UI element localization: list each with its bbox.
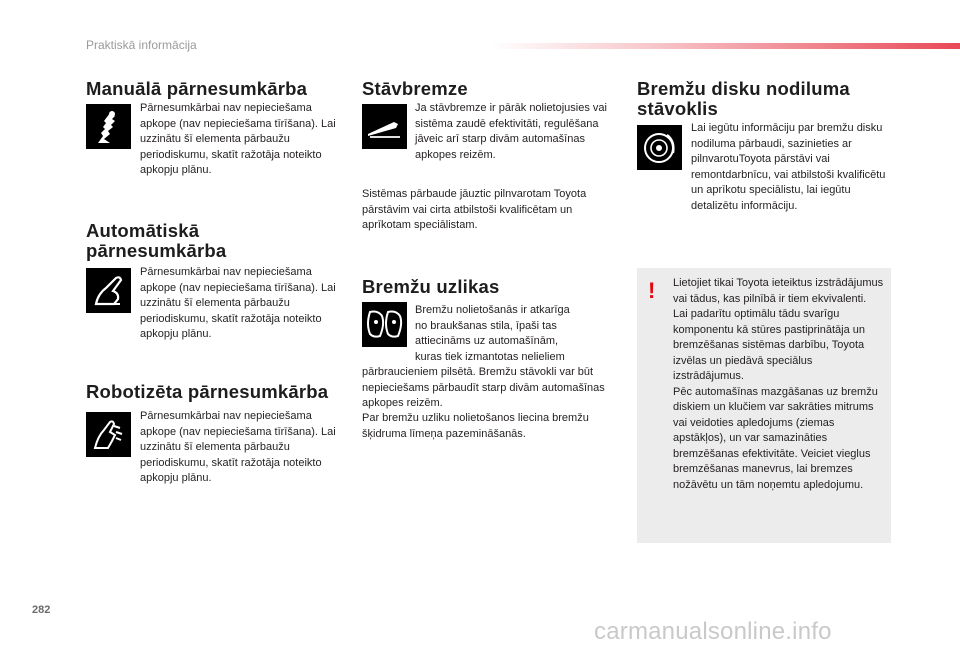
brake-pads-text-indented — [415, 303, 615, 365]
brake-pads-line: Bremžu nolietošanās ir atkarīga — [415, 304, 570, 316]
watermark: carmanualsonline.info — [594, 618, 832, 645]
automatic-gearbox-title-line2: pārnesumkārba — [86, 240, 227, 261]
brake-pads-line: attiecināms uz automašīnām, — [415, 335, 559, 347]
brake-disc-wear-text: Lai iegūtu informāciju par bremžu disku nodiluma pārbaudi, sazinieties ar pilnvarotuToyota pārstāvi vai remontdarbnīcu, vai atbilstoši kvalificētu un aprīkotu speciālistu, lai iegūtu detalizētu informāciju. — [691, 122, 886, 212]
parking-brake-title: Stāvbremze — [362, 78, 468, 99]
warning-note-para: Pēc automašīnas mazgāšanas uz bremžu diskiem un klučiem var sakrāties mitrums vai veidoties apledojums (ziemas apstākļos), un var samazināties bremzēšanas efektivitāte. Veiciet vieglus bremzēšanas manevrus, lai bremzes nožāvētu un tām noņemtu apledojumu. — [673, 385, 878, 491]
automatic-gearbox-title — [86, 221, 226, 261]
automatic-gearbox-icon — [86, 268, 131, 313]
brake-pads-line: no braukšanas stila, īpaši tas — [415, 319, 557, 332]
warning-note-para: Lai padarītu optimālu tādu svarīgu komponentu kā stūres pastiprinātāja un bremzēšanas sistēmas darbību, Toyota izvēlas un piedāvā speciālus izstrādājumus. — [673, 308, 866, 382]
automatic-gearbox-title-line1: Automātiskā — [86, 220, 200, 241]
parking-brake-icon — [362, 104, 407, 149]
brake-pads-line: kuras tiek izmantotas nelieliem — [415, 350, 565, 363]
manual-gearbox-title: Manuālā pārnesumkārba — [86, 78, 308, 99]
brake-pads-text-last: Par bremžu uzliku nolietošanos liecina bremžu šķidruma līmeņa pazemināšanās. — [362, 412, 589, 440]
robotized-gearbox-icon — [86, 412, 131, 457]
parking-brake-check-text: Sistēmas pārbaude jāuztic pilnvarotam Toyota pārstāvim vai cirta atbilstoši kvalificētam un aprīkotam speciālistam. — [362, 188, 587, 231]
warning-icon: ! — [648, 278, 656, 303]
brake-disc-wear-title-line1: Bremžu disku nodiluma — [637, 78, 850, 99]
robotized-gearbox-title: Robotizēta pārnesumkārba — [86, 381, 329, 402]
brake-pads-icon — [362, 302, 407, 347]
warning-note-box — [637, 268, 891, 543]
brake-pads-title: Bremžu uzlikas — [362, 276, 500, 297]
brake-disc-icon — [637, 125, 682, 170]
running-head: Praktiskā informācija — [86, 38, 197, 52]
warning-note-text — [673, 276, 885, 493]
warning-note-para: Lietojiet tikai Toyota ieteiktus izstrādājumus vai tādus, kas pilnībā ir tiem ekvivalenti. — [673, 277, 884, 305]
page-number: 282 — [32, 604, 51, 616]
manual-gearbox-icon — [86, 104, 131, 149]
parking-brake-text: Ja stāvbremze ir pārāk nolietojusies vai sistēma zaudē efektivitāti, regulēšana jāveic arī starp divām automašīnas apkopes reizēm. — [415, 102, 607, 161]
brake-disc-wear-title-line2: stāvoklis — [637, 98, 718, 119]
robotized-gearbox-text: Pārnesumkārbai nav nepieciešama apkope (nav nepieciešama tīrīšana). Lai uzzinātu šī elementa pārbaužu periodiskumu, skatīt ražotāja noteikto apkopju plānu. — [140, 410, 336, 484]
header-gradient-bar — [490, 43, 960, 49]
automatic-gearbox-text: Pārnesumkārbai nav nepieciešama apkope (nav nepieciešama tīrīšana). Lai uzzinātu šī elementa pārbaužu periodiskumu, skatīt ražotāja noteikto apkopju plānu. — [140, 266, 336, 340]
manual-gearbox-text: Pārnesumkārbai nav nepieciešama apkope (nav nepieciešama tīrīšana). Lai uzzinātu šī elementa pārbaužu periodiskumu, skatīt ražotāja noteikto apkopju plānu. — [140, 102, 336, 176]
brake-pads-text-rest: pārbraucieniem pilsētā. Bremžu stāvokli var būt nepieciešams pārbaudīt starp divām automašīnas apkopes reizēm. — [362, 366, 605, 409]
brake-disc-wear-title — [637, 79, 850, 119]
